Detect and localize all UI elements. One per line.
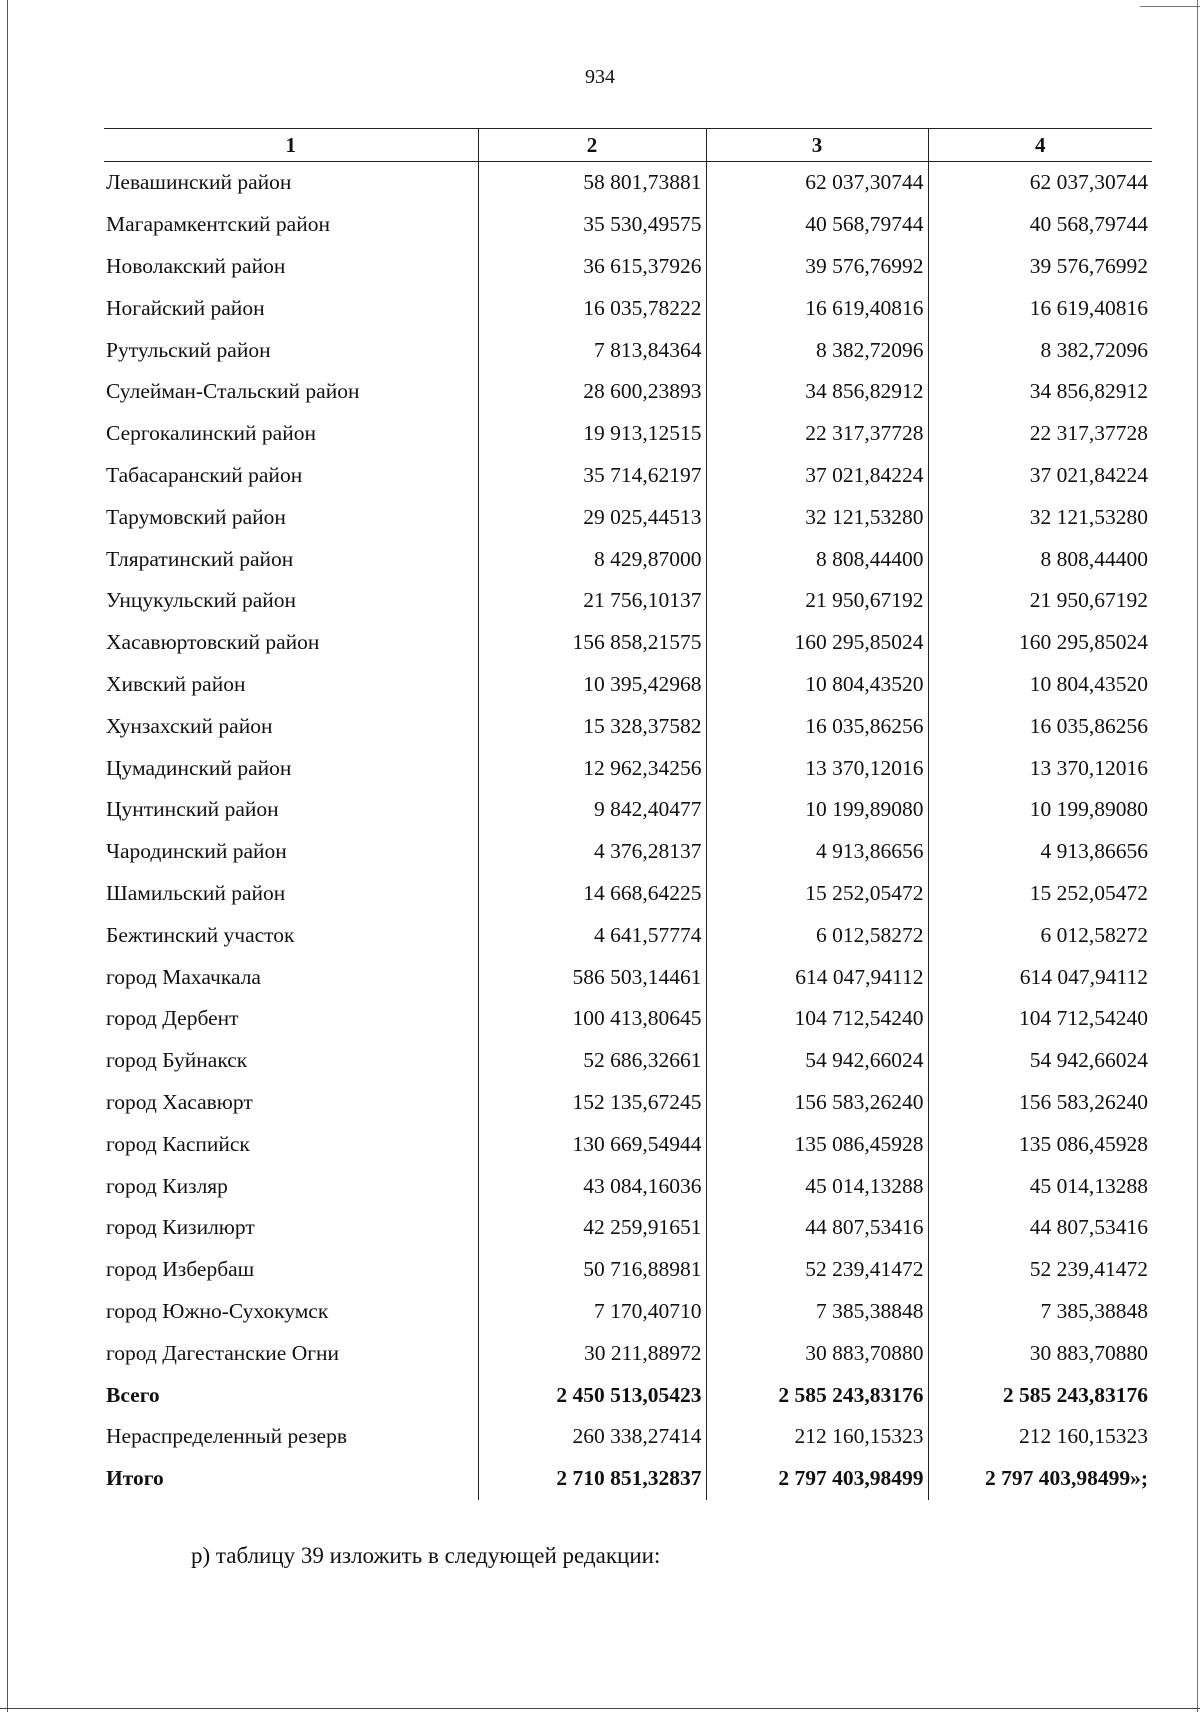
table-row [104, 1165, 1152, 1207]
row-value-col4: 6 012,58272 [928, 914, 1152, 956]
row-name-cell: город Дагестанские Огни [106, 1340, 340, 1365]
row-value-col3: 10 804,43520 [706, 664, 928, 706]
row-value-col3: 2 585 243,83176 [706, 1374, 928, 1416]
table-row [104, 1207, 1152, 1249]
budget-table [104, 128, 1152, 1500]
row-value-col3: 34 856,82912 [706, 371, 928, 413]
row-value-col3: 135 086,45928 [706, 1123, 928, 1165]
row-value-col4: 160 295,85024 [928, 622, 1152, 664]
row-value-col4: 45 014,13288 [928, 1165, 1152, 1207]
row-name-cell: город Кизляр [106, 1173, 228, 1198]
row-name-cell: Бежтинский участок [106, 922, 295, 947]
row-value-col3: 21 950,67192 [706, 580, 928, 622]
row-value-col2: 35 530,49575 [478, 204, 706, 246]
row-value-col2: 156 858,21575 [478, 622, 706, 664]
row-value-col4: 156 583,26240 [928, 1082, 1152, 1124]
row-value-col2: 19 913,12515 [478, 413, 706, 455]
row-name-cell: Хунзахский район [106, 713, 273, 738]
table-row [104, 998, 1152, 1040]
column-header-3: 3 [706, 129, 928, 162]
table-row [104, 204, 1152, 246]
row-name-cell: Цумадинский район [106, 755, 292, 780]
row-value-col2: 15 328,37582 [478, 705, 706, 747]
row-value-col2: 586 503,14461 [478, 956, 706, 998]
table-row [104, 1249, 1152, 1291]
row-value-col3: 45 014,13288 [706, 1165, 928, 1207]
row-value-col4: 40 568,79744 [928, 204, 1152, 246]
row-value-col2: 7 813,84364 [478, 329, 706, 371]
row-value-col4: 39 576,76992 [928, 246, 1152, 288]
row-name-cell: Тляратинский район [106, 546, 294, 571]
row-value-col2: 9 842,40477 [478, 789, 706, 831]
table-row [104, 329, 1152, 371]
table-row [104, 1374, 1152, 1416]
row-value-col3: 22 317,37728 [706, 413, 928, 455]
row-value-col2: 36 615,37926 [478, 246, 706, 288]
row-value-col3: 7 385,38848 [706, 1291, 928, 1333]
table-row [104, 246, 1152, 288]
table-row [104, 580, 1152, 622]
row-value-col3: 13 370,12016 [706, 747, 928, 789]
table-row [104, 956, 1152, 998]
row-value-col3: 54 942,66024 [706, 1040, 928, 1082]
row-value-col3: 8 382,72096 [706, 329, 928, 371]
row-name-cell: Левашинский район [106, 170, 292, 195]
row-value-col2: 2 710 851,32837 [478, 1458, 706, 1500]
row-value-col4: 16 035,86256 [928, 705, 1152, 747]
row-value-col2: 12 962,34256 [478, 747, 706, 789]
row-name-cell: Тарумовский район [106, 504, 286, 529]
table-row [104, 496, 1152, 538]
row-value-col3: 16 035,86256 [706, 705, 928, 747]
table-row [104, 664, 1152, 706]
row-value-col3: 39 576,76992 [706, 246, 928, 288]
row-value-col2: 42 259,91651 [478, 1207, 706, 1249]
row-value-col4: 8 808,44400 [928, 538, 1152, 580]
row-value-col4: 135 086,45928 [928, 1123, 1152, 1165]
table-row [104, 1082, 1152, 1124]
row-name-cell: Чародинский район [106, 839, 287, 864]
table-row [104, 1123, 1152, 1165]
table-row [104, 1458, 1152, 1500]
row-value-col3: 37 021,84224 [706, 455, 928, 497]
row-value-col3: 212 160,15323 [706, 1416, 928, 1458]
table-row [104, 162, 1152, 204]
row-name-cell: город Кизилюрт [106, 1215, 255, 1240]
header-row [104, 129, 1152, 162]
row-value-col4: 8 382,72096 [928, 329, 1152, 371]
table-row [104, 831, 1152, 873]
row-value-col3: 32 121,53280 [706, 496, 928, 538]
row-value-col4: 16 619,40816 [928, 287, 1152, 329]
row-name-cell: город Хасавюрт [106, 1089, 253, 1114]
row-value-col4: 34 856,82912 [928, 371, 1152, 413]
table-row [104, 873, 1152, 915]
row-value-col4: 104 712,54240 [928, 998, 1152, 1040]
row-value-col3: 15 252,05472 [706, 873, 928, 915]
row-value-col2: 16 035,78222 [478, 287, 706, 329]
row-value-col4: 54 942,66024 [928, 1040, 1152, 1082]
row-value-col3: 2 797 403,98499 [706, 1458, 928, 1500]
row-value-col2: 21 756,10137 [478, 580, 706, 622]
row-name-cell: город Южно-Сухокумск [106, 1298, 329, 1323]
row-value-col3: 10 199,89080 [706, 789, 928, 831]
row-value-col4: 52 239,41472 [928, 1249, 1152, 1291]
column-header-4: 4 [928, 129, 1152, 162]
row-name-cell: Сергокалинский район [106, 421, 316, 446]
table-row [104, 622, 1152, 664]
row-name-cell: Унцукульский район [106, 588, 297, 613]
row-value-col4: 614 047,94112 [928, 956, 1152, 998]
column-header-1: 1 [104, 129, 478, 162]
row-value-col4: 44 807,53416 [928, 1207, 1152, 1249]
row-value-col2: 8 429,87000 [478, 538, 706, 580]
row-name-cell: Цунтинский район [106, 797, 279, 822]
row-value-col2: 260 338,27414 [478, 1416, 706, 1458]
row-value-col2: 28 600,23893 [478, 371, 706, 413]
row-value-col3: 4 913,86656 [706, 831, 928, 873]
scan-edge-bottom [0, 1708, 1200, 1709]
row-value-col3: 6 012,58272 [706, 914, 928, 956]
row-value-col2: 58 801,73881 [478, 162, 706, 204]
row-value-col4: 7 385,38848 [928, 1291, 1152, 1333]
scan-edge-top [1140, 6, 1200, 7]
row-value-col2: 50 716,88981 [478, 1249, 706, 1291]
row-name-cell: город Дербент [106, 1006, 239, 1031]
table-header [104, 129, 1152, 162]
table-row [104, 1332, 1152, 1374]
row-value-col3: 156 583,26240 [706, 1082, 928, 1124]
table-row [104, 538, 1152, 580]
row-value-col3: 160 295,85024 [706, 622, 928, 664]
scan-edge-left [7, 0, 8, 1712]
table-row [104, 789, 1152, 831]
row-name-cell: Нераспределенный резерв [106, 1424, 348, 1449]
table-row [104, 705, 1152, 747]
table-row [104, 1291, 1152, 1333]
footer-instruction: р) таблицу 39 изложить в следующей редакции: [191, 1543, 661, 1568]
row-value-col2: 30 211,88972 [478, 1332, 706, 1374]
row-value-col3: 52 239,41472 [706, 1249, 928, 1291]
row-value-col2: 29 025,44513 [478, 496, 706, 538]
row-value-col4: 2 585 243,83176 [928, 1374, 1152, 1416]
page-number: 934 [585, 66, 615, 88]
table-row [104, 413, 1152, 455]
row-name-cell: Хивский район [106, 671, 246, 696]
row-name-cell: город Махачкала [106, 964, 261, 989]
row-value-col4: 30 883,70880 [928, 1332, 1152, 1374]
row-name-cell: Всего [106, 1382, 160, 1407]
row-value-col4: 212 160,15323 [928, 1416, 1152, 1458]
row-name-cell: город Каспийск [106, 1131, 250, 1156]
row-value-col4: 4 913,86656 [928, 831, 1152, 873]
row-value-col4: 13 370,12016 [928, 747, 1152, 789]
row-value-col4: 37 021,84224 [928, 455, 1152, 497]
table-body [104, 162, 1152, 1500]
row-value-col2: 2 450 513,05423 [478, 1374, 706, 1416]
table-row [104, 371, 1152, 413]
row-name-cell: Хасавюртовский район [106, 630, 320, 655]
row-name-cell: Магарамкентский район [106, 212, 330, 237]
row-value-col2: 35 714,62197 [478, 455, 706, 497]
row-value-col2: 14 668,64225 [478, 873, 706, 915]
row-value-col2: 4 376,28137 [478, 831, 706, 873]
row-value-col2: 10 395,42968 [478, 664, 706, 706]
row-name-cell: Сулейман-Стальский район [106, 379, 360, 404]
row-value-col4: 32 121,53280 [928, 496, 1152, 538]
table-row [104, 287, 1152, 329]
row-value-col4: 10 199,89080 [928, 789, 1152, 831]
row-name-cell: Итого [106, 1466, 164, 1491]
table-row [104, 747, 1152, 789]
row-name-cell: Новолакский район [106, 253, 286, 278]
row-value-col4: 21 950,67192 [928, 580, 1152, 622]
row-name-cell: Рутульский район [106, 337, 271, 362]
row-value-col2: 100 413,80645 [478, 998, 706, 1040]
row-value-col3: 44 807,53416 [706, 1207, 928, 1249]
row-value-col3: 8 808,44400 [706, 538, 928, 580]
table-row [104, 914, 1152, 956]
row-value-col4: 10 804,43520 [928, 664, 1152, 706]
row-name-cell: город Буйнакск [106, 1048, 248, 1073]
row-value-col3: 30 883,70880 [706, 1332, 928, 1374]
row-value-col2: 43 084,16036 [478, 1165, 706, 1207]
row-value-col4: 15 252,05472 [928, 873, 1152, 915]
row-value-col2: 52 686,32661 [478, 1040, 706, 1082]
table-row [104, 1416, 1152, 1458]
row-value-col3: 62 037,30744 [706, 162, 928, 204]
row-value-col3: 40 568,79744 [706, 204, 928, 246]
row-value-col4: 62 037,30744 [928, 162, 1152, 204]
table-row [104, 455, 1152, 497]
row-value-col3: 614 047,94112 [706, 956, 928, 998]
row-value-col2: 4 641,57774 [478, 914, 706, 956]
column-header-2: 2 [478, 129, 706, 162]
row-name-cell: Ногайский район [106, 295, 265, 320]
row-value-col2: 152 135,67245 [478, 1082, 706, 1124]
row-name-cell: Шамильский район [106, 880, 286, 905]
row-value-col4: 22 317,37728 [928, 413, 1152, 455]
row-value-col3: 16 619,40816 [706, 287, 928, 329]
row-name-cell: Табасаранский район [106, 462, 303, 487]
table-row [104, 1040, 1152, 1082]
row-value-col3: 104 712,54240 [706, 998, 928, 1040]
row-value-col4: 2 797 403,98499»; [928, 1458, 1152, 1500]
row-name-cell: город Избербаш [106, 1257, 255, 1282]
scan-edge-right [1197, 0, 1198, 1712]
row-value-col2: 7 170,40710 [478, 1291, 706, 1333]
row-value-col2: 130 669,54944 [478, 1123, 706, 1165]
